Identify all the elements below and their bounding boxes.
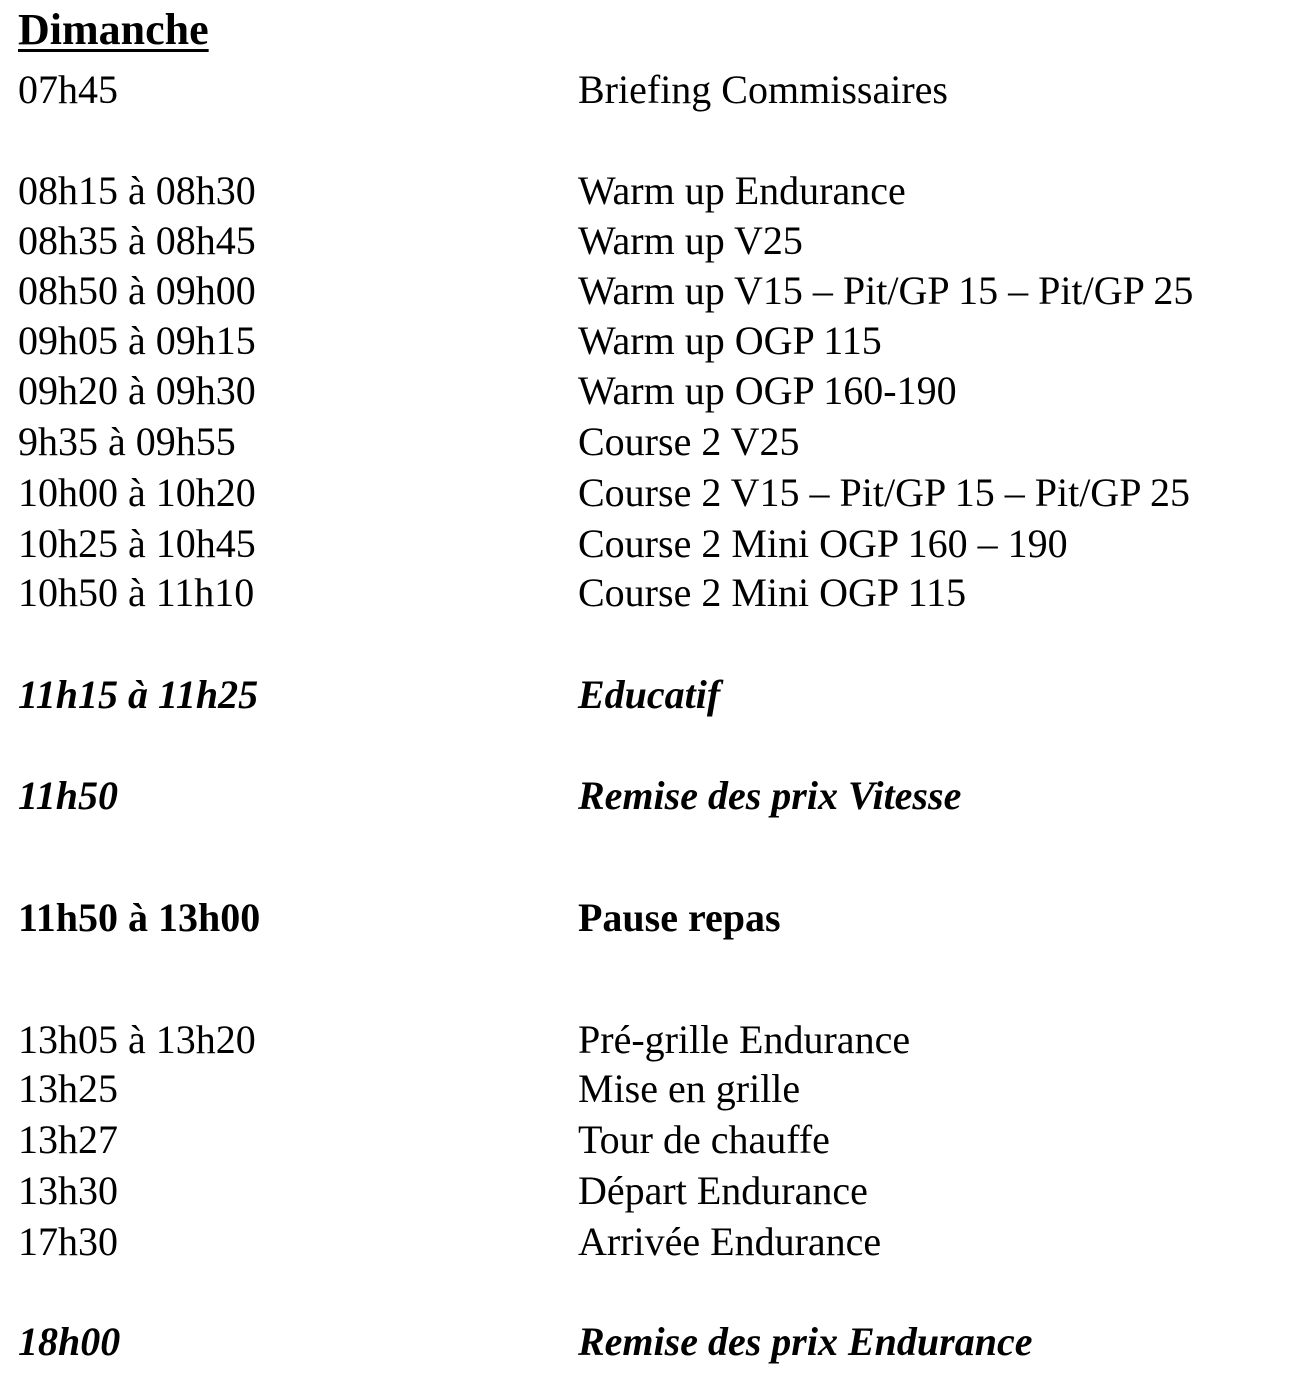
- row-time: 08h15 à 08h30: [18, 168, 256, 213]
- row-time: 10h00 à 10h20: [18, 470, 256, 515]
- row-event: Warm up OGP 115: [578, 318, 882, 363]
- row-event: Mise en grille: [578, 1066, 801, 1111]
- row-time: 07h45: [18, 67, 118, 112]
- row-event: Course 2 V25: [578, 419, 800, 464]
- schedule-row: [0, 266, 1300, 316]
- row-event: Pré-grille Endurance: [578, 1017, 911, 1062]
- row-time: 13h25: [18, 1066, 118, 1111]
- schedule-row: [0, 166, 1300, 216]
- row-time: 9h35 à 09h55: [18, 419, 236, 464]
- page-title: Dimanche: [18, 5, 209, 54]
- row-event: Educatif: [578, 672, 721, 717]
- schedule-row: [0, 1115, 1300, 1165]
- schedule-row: [0, 1217, 1300, 1267]
- row-time: 11h15 à 11h25: [18, 672, 259, 717]
- row-time: 08h50 à 09h00: [18, 268, 256, 313]
- row-time: 13h27: [18, 1117, 118, 1162]
- row-time: 17h30: [18, 1219, 118, 1264]
- row-event: Briefing Commissaires: [578, 67, 948, 112]
- row-event: Warm up V15 – Pit/GP 15 – Pit/GP 25: [578, 268, 1194, 313]
- row-event: Remise des prix Endurance: [578, 1319, 1033, 1364]
- row-event: Arrivée Endurance: [578, 1219, 882, 1264]
- schedule-row: [0, 366, 1300, 416]
- row-time: 08h35 à 08h45: [18, 218, 256, 263]
- row-time: 13h05 à 13h20: [18, 1017, 256, 1062]
- row-time: 18h00: [18, 1319, 121, 1364]
- schedule-row-lunch-break: [0, 893, 1300, 943]
- row-event: Remise des prix Vitesse: [578, 773, 962, 818]
- row-time: 13h30: [18, 1168, 118, 1213]
- row-time: 11h50: [18, 773, 119, 818]
- row-event: Warm up OGP 160-190: [578, 368, 957, 413]
- schedule-row-prize-vitesse: [0, 771, 1300, 821]
- schedule-row: [0, 1166, 1300, 1216]
- schedule-row: [0, 216, 1300, 266]
- row-event: Warm up Endurance: [578, 168, 906, 213]
- schedule-row: [0, 468, 1300, 518]
- schedule-row: [0, 1064, 1300, 1114]
- schedule-row-educatif: [0, 670, 1300, 720]
- schedule-row: [0, 417, 1300, 467]
- schedule-row: [0, 65, 1300, 115]
- schedule-row: [0, 519, 1300, 569]
- row-time: 11h50 à 13h00: [18, 895, 261, 940]
- row-time: 09h05 à 09h15: [18, 318, 256, 363]
- row-event: Course 2 Mini OGP 160 – 190: [578, 521, 1068, 566]
- row-event: Pause repas: [578, 895, 781, 940]
- row-time: 10h50 à 11h10: [18, 570, 255, 615]
- schedule-row: [0, 568, 1300, 618]
- schedule-row: [0, 316, 1300, 366]
- row-event: Tour de chauffe: [578, 1117, 830, 1162]
- row-time: 10h25 à 10h45: [18, 521, 256, 566]
- schedule-row: [0, 1015, 1300, 1065]
- row-event: Course 2 Mini OGP 115: [578, 570, 967, 615]
- row-time: 09h20 à 09h30: [18, 368, 256, 413]
- row-event: Course 2 V15 – Pit/GP 15 – Pit/GP 25: [578, 470, 1190, 515]
- schedule-row-prize-endurance: [0, 1317, 1300, 1367]
- row-event: Départ Endurance: [578, 1168, 868, 1213]
- row-event: Warm up V25: [578, 218, 803, 263]
